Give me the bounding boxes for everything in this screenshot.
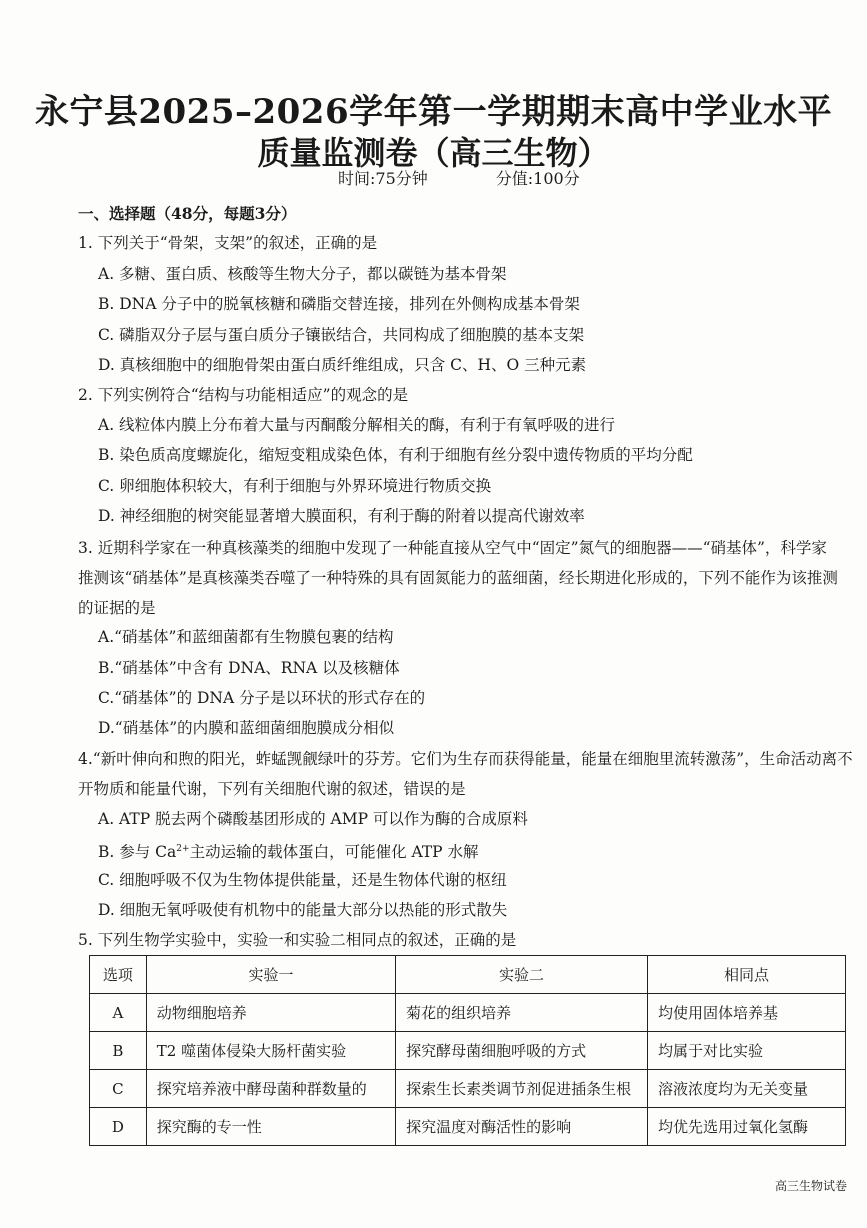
exam-title: 永宁县2025–2026学年第一学期期末高中学业水平 <box>34 92 833 132</box>
question-4-option-c: C. 细胞呼吸不仅为生物体提供能量，还是生物体代谢的枢纽 <box>98 871 507 889</box>
question-1-option-a: A. 多糖、蛋白质、核酸等生物大分子，都以碳链为基本骨架 <box>98 265 507 283</box>
cell-common-point: 均属于对比实验 <box>647 1032 845 1070</box>
question-4-option-b <box>98 839 479 862</box>
question-1-stem: 1. 下列关于“骨架，支架”的叙述，正确的是 <box>78 234 378 252</box>
cell-experiment-2: 探索生长素类调节剂促进插条生根 <box>396 1070 648 1108</box>
table-header-row <box>90 956 846 994</box>
question-3-option-b: B.“硝基体”中含有 DNA、RNA 以及核糖体 <box>98 659 400 677</box>
question-3-stem-line-2: 推测该“硝基体”是真核藻类吞噬了一种特殊的具有固氮能力的蓝细菌，经长期进化形成的，下列不能作为该推测 <box>78 569 838 587</box>
question-4-stem-line-1: 4.“新叶伸向和煦的阳光，蚱蜢觊觎绿叶的芬芳。它们为生存而获得能量，能量在细胞里流转激荡”，生命活动离不 <box>78 750 853 768</box>
question-1-option-c: C. 磷脂双分子层与蛋白质分子镶嵌结合，共同构成了细胞膜的基本支架 <box>98 326 585 344</box>
question-1-option-b: B. DNA 分子中的脱氧核糖和磷脂交替连接，排列在外侧构成基本骨架 <box>98 295 580 313</box>
table-row <box>90 994 846 1032</box>
question-4-stem-line-2: 开物质和能量代谢，下列有关细胞代谢的叙述，错误的是 <box>78 780 466 798</box>
option-b-suffix: 主动运输的载体蛋白，可能催化 ATP 水解 <box>189 843 479 862</box>
cell-common-point: 均优先选用过氧化氢酶 <box>647 1108 845 1146</box>
section-heading: 一、选择题（48分，每题3分） <box>78 204 297 223</box>
exam-score: 分值:100分 <box>495 169 580 188</box>
cell-experiment-2: 菊花的组织培养 <box>396 994 648 1032</box>
table-row <box>90 1032 846 1070</box>
cell-experiment-1: 动物细胞培养 <box>146 994 395 1032</box>
question-3-option-a: A.“硝基体”和蓝细菌都有生物膜包裹的结构 <box>98 628 394 646</box>
question-2-option-d: D. 神经细胞的树突能显著增大膜面积，有利于酶的附着以提高代谢效率 <box>98 507 585 525</box>
cell-experiment-2: 探究温度对酶活性的影响 <box>396 1108 648 1146</box>
header-experiment-1: 实验一 <box>146 956 395 994</box>
ion-charge: 2+ <box>176 844 190 854</box>
exam-meta <box>338 166 580 189</box>
page-footer: 高三生物试卷 <box>774 1179 847 1193</box>
question-3-option-c: C.“硝基体”的 DNA 分子是以环状的形式存在的 <box>98 689 426 707</box>
cell-experiment-1: 探究培养液中酵母菌种群数量的 <box>146 1070 395 1108</box>
cell-common-point: 溶液浓度均为无关变量 <box>647 1070 845 1108</box>
question-1-option-d: D. 真核细胞中的细胞骨架由蛋白质纤维组成，只含 C、H、O 三种元素 <box>98 356 587 374</box>
header-experiment-2: 实验二 <box>396 956 648 994</box>
question-3-stem-line-3: 的证据的是 <box>78 599 156 617</box>
question-2-option-b: B. 染色质高度螺旋化，缩短变粗成染色体，有利于细胞有丝分裂中遗传物质的平均分配 <box>98 446 693 464</box>
header-option: 选项 <box>90 956 147 994</box>
exam-time: 时间:75分钟 <box>338 169 428 188</box>
table-row <box>90 1108 846 1146</box>
option-b-prefix: B. 参与 Ca <box>98 843 177 862</box>
question-3-option-d: D.“硝基体”的内膜和蓝细菌细胞膜成分相似 <box>98 719 395 737</box>
cell-common-point: 均使用固体培养基 <box>647 994 845 1032</box>
cell-option: C <box>90 1070 147 1108</box>
question-2-stem: 2. 下列实例符合“结构与功能相适应”的观念的是 <box>78 386 409 404</box>
question-2-option-c: C. 卵细胞体积较大，有利于细胞与外界环境进行物质交换 <box>98 477 492 495</box>
question-3-stem-line-1: 3. 近期科学家在一种真核藻类的细胞中发现了一种能直接从空气中“固定”氮气的细胞器——“硝基体”，科学家 <box>78 539 827 557</box>
question-5-stem: 5. 下列生物学实验中，实验一和实验二相同点的叙述，正确的是 <box>78 931 517 949</box>
question-4-option-a: A. ATP 脱去两个磷酸基团形成的 AMP 可以作为酶的合成原料 <box>98 810 528 828</box>
table-row <box>90 1070 846 1108</box>
cell-experiment-1: T2 噬菌体侵染大肠杆菌实验 <box>146 1032 395 1070</box>
question-4-option-d: D. 细胞无氧呼吸使有机物中的能量大部分以热能的形式散失 <box>98 901 508 919</box>
cell-experiment-2: 探究酵母菌细胞呼吸的方式 <box>396 1032 648 1070</box>
question-2-option-a: A. 线粒体内膜上分布着大量与丙酮酸分解相关的酶，有利于有氧呼吸的进行 <box>98 416 616 434</box>
exam-subtitle: 质量监测卷（高三生物） <box>257 134 610 172</box>
experiment-table <box>89 955 846 1146</box>
cell-option: A <box>90 994 147 1032</box>
cell-option: D <box>90 1108 147 1146</box>
cell-experiment-1: 探究酶的专一性 <box>146 1108 395 1146</box>
header-common-point: 相同点 <box>647 956 845 994</box>
cell-option: B <box>90 1032 147 1070</box>
